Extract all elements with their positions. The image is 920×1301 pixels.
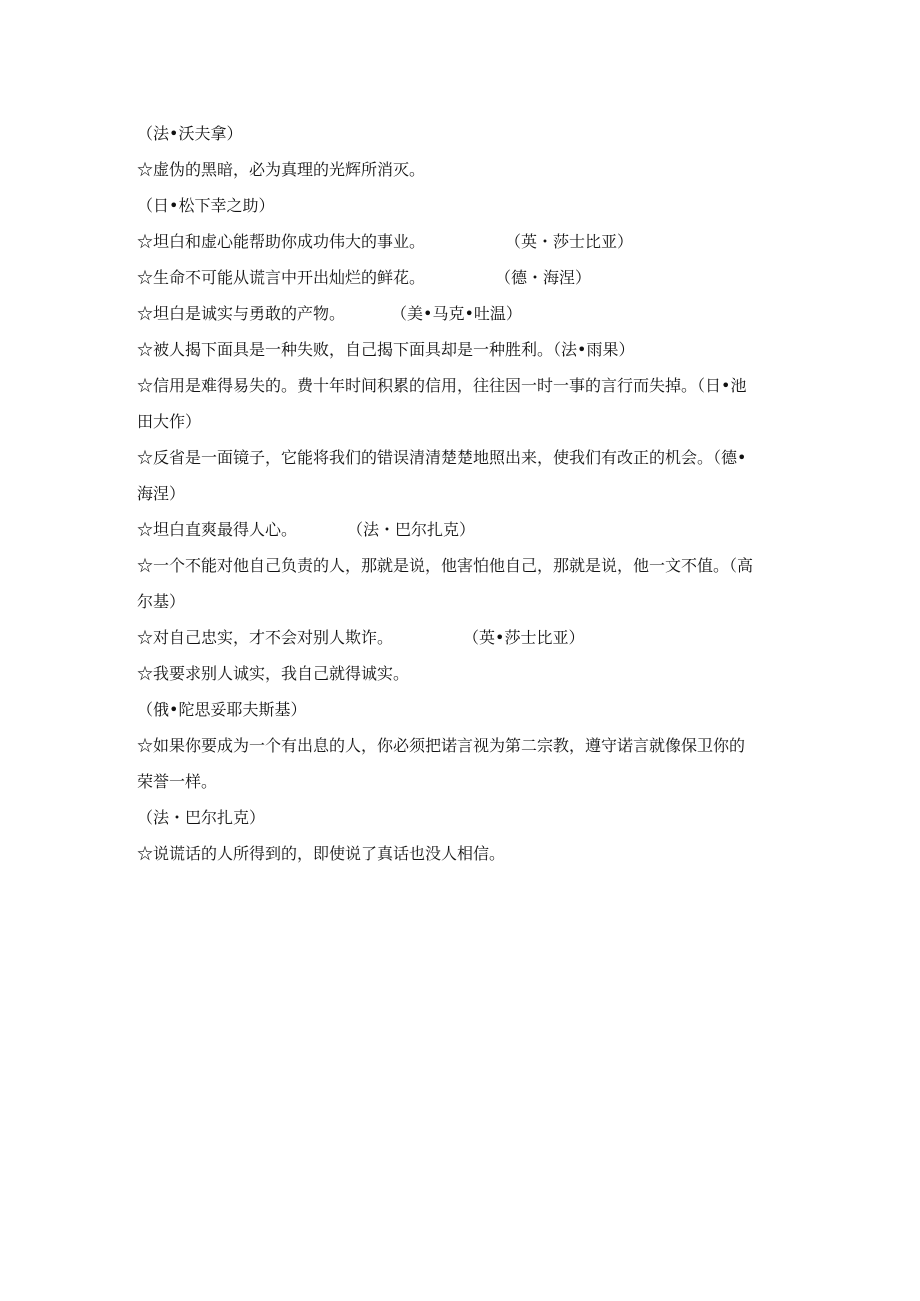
line-text: （法・巴尔扎克） <box>137 808 266 827</box>
quote-line <box>137 332 797 368</box>
line-text: ☆对自己忠实，才不会对别人欺诈。 <box>137 628 394 647</box>
line-text: ☆虚伪的黑暗，必为真理的光辉所消灭。 <box>137 160 426 179</box>
line-text: 田大作） <box>137 412 202 431</box>
line-text: ☆被人揭下面具是一种失败，自己揭下面具却是一种胜利。（法•雨果） <box>137 340 635 359</box>
line-text: ☆说谎话的人所得到的，即使说了真话也没人相信。 <box>137 844 506 863</box>
line-text: （俄•陀思妥耶夫斯基） <box>137 700 307 719</box>
line-text: ☆一个不能对他自己负责的人，那就是说，他害怕他自己，那就是说，他一文不值。（高 <box>137 556 754 575</box>
quote-line <box>137 620 797 656</box>
line-text: （法•沃夫拿） <box>137 124 243 143</box>
attribution-line <box>137 188 797 224</box>
quote-line <box>137 296 797 332</box>
quote-line <box>137 260 797 296</box>
quote-line <box>137 152 797 188</box>
line-text: ☆坦白是诚实与勇敢的产物。 <box>137 304 346 323</box>
quote-attribution: （美•马克•吐温） <box>391 304 522 323</box>
attribution-line <box>137 692 797 728</box>
line-text: 荣誉一样。 <box>137 772 218 791</box>
line-text: ☆如果你要成为一个有出息的人，你必须把诺言视为第二宗教，遵守诺言就像保卫你的 <box>137 736 746 755</box>
quote-line <box>137 728 797 764</box>
attribution-line <box>137 800 797 836</box>
quote-attribution: （英•莎士比亚） <box>463 628 585 647</box>
line-text: ☆坦白直爽最得人心。 <box>137 520 298 539</box>
quote-attribution: （法・巴尔扎克） <box>347 520 476 539</box>
line-text: （日•松下幸之助） <box>137 196 275 215</box>
quote-attribution: （德・海涅） <box>495 268 592 287</box>
attribution-line <box>137 116 797 152</box>
quote-line <box>137 656 797 692</box>
quote-line <box>137 548 797 584</box>
line-text: ☆生命不可能从谎言中开出灿烂的鲜花。 <box>137 268 426 287</box>
quote-line <box>137 512 797 548</box>
line-text: ☆信用是难得易失的。费十年时间积累的信用，往往因一时一事的言行而失掉。（日•池 <box>137 376 747 395</box>
quote-attribution: （英・莎士比亚） <box>505 232 634 251</box>
line-text: ☆坦白和虚心能帮助你成功伟大的事业。 <box>137 232 426 251</box>
line-text: ☆反省是一面镜子，它能将我们的错误清清楚楚地照出来，使我们有改正的机会。（德• <box>137 448 747 467</box>
quote-continuation <box>137 764 797 800</box>
line-text: ☆我要求别人诚实，我自己就得诚实。 <box>137 664 410 683</box>
line-text: 海涅） <box>137 484 186 503</box>
line-text: 尔基） <box>137 592 186 611</box>
quote-continuation <box>137 476 797 512</box>
quote-line <box>137 224 797 260</box>
quote-list <box>137 116 797 872</box>
quote-continuation <box>137 404 797 440</box>
quote-continuation <box>137 584 797 620</box>
quote-line <box>137 440 797 476</box>
quote-line <box>137 836 797 872</box>
quote-line <box>137 368 797 404</box>
